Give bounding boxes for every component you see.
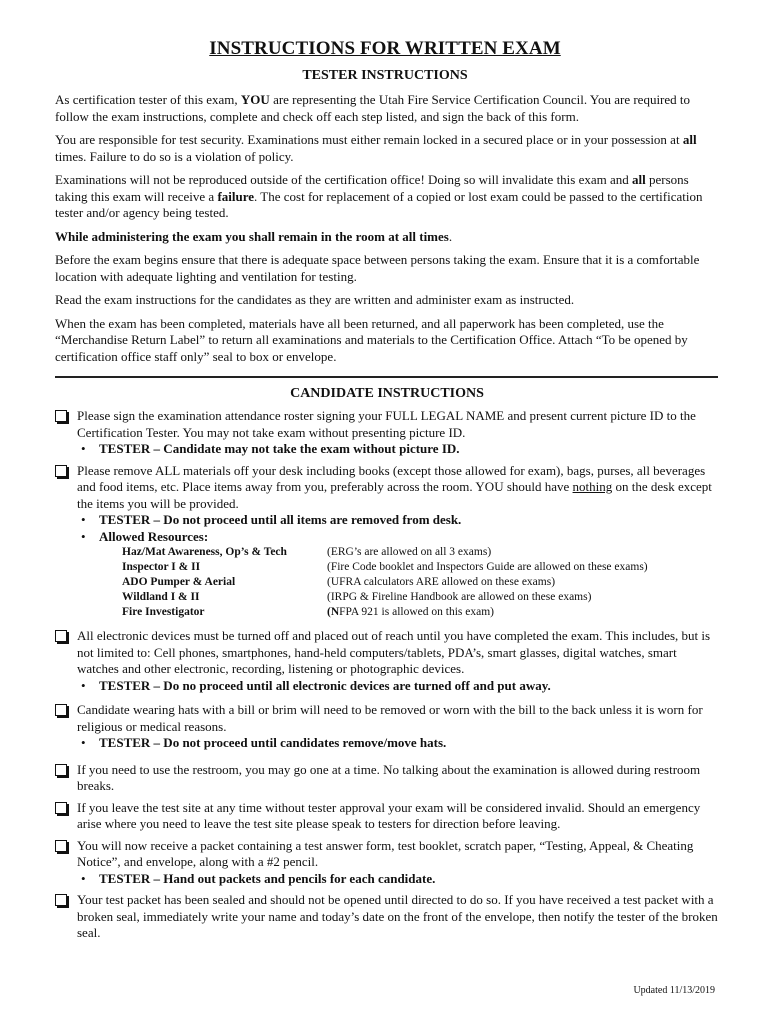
text: . bbox=[448, 228, 453, 244]
item-text: on the desk except the items you will be provided. bbox=[77, 479, 712, 511]
checkbox-icon[interactable] bbox=[55, 764, 67, 776]
bullet-icon: • bbox=[81, 735, 86, 750]
tester-note bbox=[77, 441, 719, 458]
item-text: Your test packet has been sealed and should not be opened until directed to do so. If you have received a test packet with a broken seal, immediately write your name and today’s date on the front of the envelope, then notify the tester of the broken seal. bbox=[77, 892, 718, 940]
item-text: Please remove ALL materials off your desk including books (except those allowed for exam), bags, purses, all beverages and food items, etc. Place items away from you, preferably across the room. YOU should have bbox=[77, 462, 706, 494]
resource-note: (IRPG & Fireline Handbook are allowed on these exams) bbox=[327, 591, 592, 603]
resource-note: (ERG’s are allowed on all 3 exams) bbox=[327, 546, 492, 558]
text: As certification tester of this exam, bbox=[55, 92, 241, 107]
bullet-icon: • bbox=[81, 870, 86, 886]
note-text: TESTER – Candidate may not take the exam without picture ID. bbox=[99, 441, 460, 456]
tester-note bbox=[77, 871, 719, 888]
checklist-item-7 bbox=[55, 838, 719, 888]
resource-name: Wildland I & II bbox=[122, 591, 200, 603]
bullet-icon: • bbox=[81, 512, 86, 527]
tester-section bbox=[55, 38, 715, 372]
note-text: TESTER – Do no proceed until all electronic devices are turned off and put away. bbox=[99, 677, 551, 693]
checkbox-icon[interactable] bbox=[55, 410, 67, 422]
text: Examinations will not be reproduced outside of the certification office! Doing so will invalidate this exam and bbox=[55, 172, 633, 187]
text: . The cost for replacement of a copied or lost exam could be passed to the certification tester and/or agency being tested. bbox=[55, 188, 703, 220]
checklist-item-4 bbox=[55, 702, 719, 752]
resource-note: (UFRA calculators ARE allowed on these exams) bbox=[327, 576, 556, 588]
emphasis: failure bbox=[217, 188, 255, 204]
bullet-icon: • bbox=[81, 677, 86, 693]
emphasis: (N bbox=[327, 606, 340, 618]
item-text: If you leave the test site at any time without tester approval your exam will be considered invalid. Should an emergency arise where you need to leave the test site please speak to testers for direction before leaving. bbox=[77, 799, 701, 831]
tester-note bbox=[77, 735, 719, 752]
emphasis: While administering the exam you shall remain in the room at all times bbox=[55, 228, 449, 244]
section-divider bbox=[55, 376, 718, 378]
checklist-item-8 bbox=[55, 892, 719, 942]
item-text: You will now receive a packet containing a test answer form, test booklet, scratch paper, “Testing, Appeal, & Cheating Notice”, and envelope, along with a #2 pencil. bbox=[77, 837, 694, 869]
page-title: INSTRUCTIONS FOR WRITTEN EXAM bbox=[209, 38, 561, 59]
checkbox-icon[interactable] bbox=[55, 630, 67, 642]
tester-paragraph-6: Read the exam instructions for the candidates as they are written and administer exam as instructed. bbox=[55, 292, 575, 307]
allowed-resources-table bbox=[122, 545, 719, 620]
item-text: All electronic devices must be turned off and placed out of reach until you have completed the exam. This includes, but is not limited to: Cell phones, smartphones, hand-held computers/tablets, PDA’s, smart glasses, digital watches, smart watches and other electronic, recording, listening or photographic devices. bbox=[77, 628, 711, 676]
candidate-heading: CANDIDATE INSTRUCTIONS bbox=[290, 386, 484, 401]
resource-note bbox=[327, 605, 719, 620]
checklist-item-2 bbox=[55, 463, 719, 621]
bullet-icon: • bbox=[81, 441, 86, 456]
tester-paragraph-5: Before the exam begins ensure that there is adequate space between persons taking the exam. Ensure that it is a comfortable location with adequate lighting and ventilation for testing. bbox=[55, 252, 700, 284]
note-text: TESTER – Hand out packets and pencils for each candidate. bbox=[99, 870, 436, 886]
checkbox-icon[interactable] bbox=[55, 894, 67, 906]
tester-paragraph-3 bbox=[55, 172, 715, 222]
text: FPA 921 is allowed on this exam) bbox=[339, 606, 494, 618]
tester-paragraph-7: When the exam has been completed, materials have all been returned, and all paperwork has been completed, use the “Merchandise Return Label” to return all examinations and materials to the Certification Office. Attach “To be opened by certification office staff only” seal to box or envelope. bbox=[55, 315, 688, 364]
note-text: TESTER – Do not proceed until candidates remove/move hats. bbox=[99, 735, 447, 750]
emphasis: all bbox=[682, 132, 697, 147]
tester-paragraph-1 bbox=[55, 92, 715, 125]
text: persons taking this exam will receive a bbox=[55, 172, 689, 204]
note-text: Allowed Resources: bbox=[99, 528, 209, 544]
checklist-item-5 bbox=[55, 762, 719, 795]
tester-heading: TESTER INSTRUCTIONS bbox=[302, 68, 468, 83]
text: times. Failure to do so is a violation of policy. bbox=[55, 148, 294, 164]
checkbox-icon[interactable] bbox=[55, 840, 67, 852]
resource-name: Inspector I & II bbox=[122, 561, 201, 573]
text: You are responsible for test security. Examinations must either remain locked in a secured place or in your possession at bbox=[55, 132, 683, 147]
bullet-icon: • bbox=[81, 528, 86, 544]
underlined-text: nothing bbox=[572, 479, 613, 494]
tester-note bbox=[77, 678, 719, 695]
item-text: Please sign the examination attendance roster signing your FULL LEGAL NAME and present current picture ID to the Certification Tester. You may not take exam without presenting picture ID. bbox=[77, 408, 696, 440]
resource-name: Fire Investigator bbox=[122, 606, 205, 618]
note-text: TESTER – Do not proceed until all items are removed from desk. bbox=[99, 512, 462, 527]
checkbox-icon[interactable] bbox=[55, 465, 67, 477]
checklist-item-3 bbox=[55, 628, 719, 694]
resource-name: ADO Pumper & Aerial bbox=[122, 576, 236, 588]
emphasis: YOU bbox=[240, 92, 270, 107]
tester-paragraph-4 bbox=[55, 229, 715, 246]
checklist-item-6 bbox=[55, 800, 719, 833]
checkbox-icon[interactable] bbox=[55, 704, 67, 716]
checkbox-icon[interactable] bbox=[55, 802, 67, 814]
candidate-section bbox=[55, 386, 719, 947]
tester-note bbox=[77, 512, 719, 529]
allowed-resources-heading bbox=[77, 529, 719, 546]
tester-paragraph-2 bbox=[55, 132, 715, 165]
text: are representing the Utah Fire Service Certification Council. You are required to follow the exam instructions, complete and check off each step listed, and sign the back of this form. bbox=[55, 92, 691, 124]
resource-note: (Fire Code booklet and Inspectors Guide are allowed on these exams) bbox=[327, 561, 648, 573]
emphasis: all bbox=[632, 172, 646, 187]
checklist-item-1 bbox=[55, 408, 719, 458]
updated-date: Updated 11/13/2019 bbox=[633, 985, 715, 996]
resource-name: Haz/Mat Awareness, Op’s & Tech bbox=[122, 546, 287, 558]
item-text: If you need to use the restroom, you may go one at a time. No talking about the examination is allowed during restroom breaks. bbox=[77, 761, 701, 793]
item-text: Candidate wearing hats with a bill or brim will need to be removed or worn with the bill to the back unless it is worn for religious or medical reasons. bbox=[77, 702, 703, 734]
